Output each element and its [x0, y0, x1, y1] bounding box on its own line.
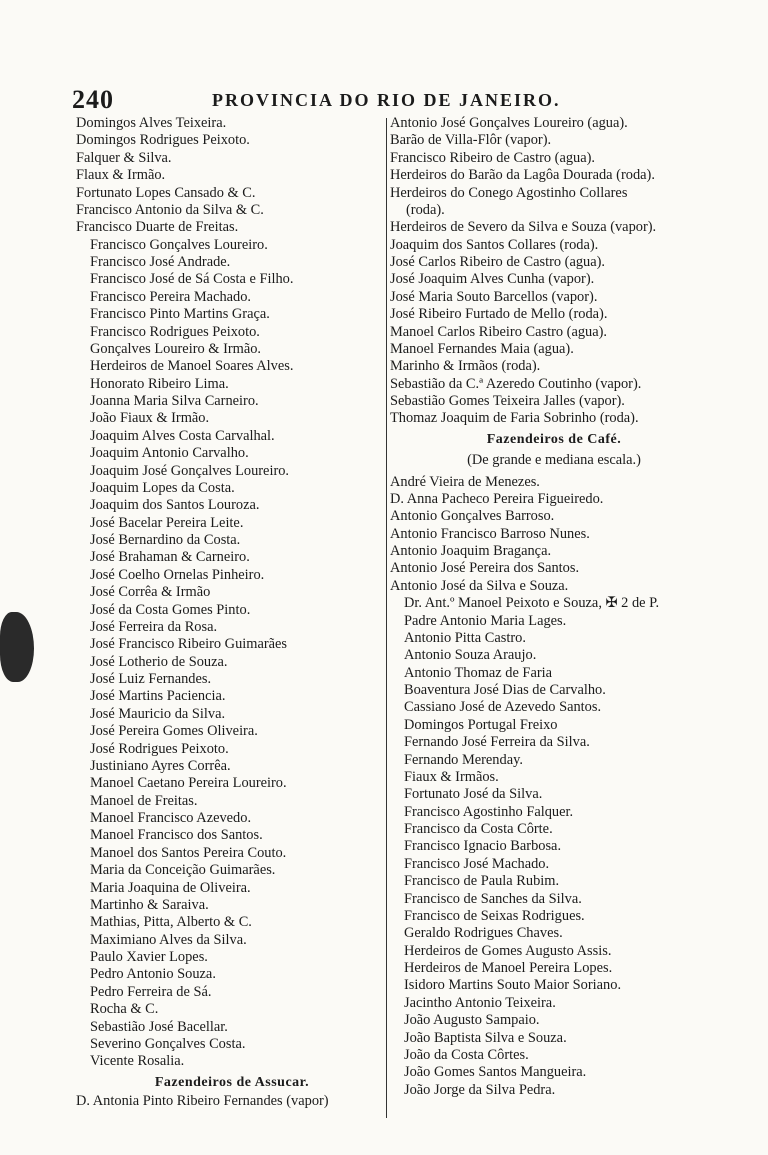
list-item: Manoel Fernandes Maia (agua).	[390, 340, 574, 357]
list-item: Fortunato Lopes Cansado & C.	[76, 184, 256, 201]
list-item: Fernando Merenday.	[404, 751, 523, 768]
list-item: Maria da Conceição Guimarães.	[90, 862, 276, 879]
list-item: Isidoro Martins Souto Maior Soriano.	[404, 977, 622, 994]
list-item: Antonio Souza Araujo.	[404, 647, 537, 664]
section-heading-cafe: Fazendeiros de Café.	[486, 431, 622, 447]
list-item: Antonio Joaquim Bragança.	[390, 543, 552, 559]
list-item: José Maria Souto Barcellos (vapor).	[390, 288, 598, 305]
list-item: Sebastião Gomes Teixeira Jalles (vapor).	[390, 393, 625, 409]
list-item: Antonio Francisco Barroso Nunes.	[390, 525, 590, 542]
list-item: Francisco Antonio da Silva & C.	[76, 201, 264, 218]
list-item: Francisco Ribeiro de Castro (agua).	[390, 149, 596, 166]
list-item: José Martins Paciencia.	[90, 688, 226, 705]
list-item: Manoel Francisco Azevedo.	[90, 810, 252, 826]
list-item: Domingos Portugal Freixo	[404, 716, 558, 733]
list-item: João Jorge da Silva Pedra.	[404, 1081, 556, 1098]
cafe-entries-list	[390, 474, 718, 1100]
list-item: José Mauricio da Silva.	[90, 705, 226, 722]
list-item: Francisco José Machado.	[404, 855, 550, 872]
list-item: Domingos Rodrigues Peixoto.	[76, 132, 250, 149]
list-item: Sebastião da C.ª Azeredo Coutinho (vapor).	[390, 375, 642, 392]
page-stain	[0, 612, 34, 682]
assucar-entries-list	[76, 1093, 388, 1110]
list-item: Gonçalves Loureiro & Irmão.	[90, 340, 262, 357]
section-heading-assucar: Fazendeiros de Assucar.	[154, 1074, 310, 1090]
list-item: Francisco José de Sá Costa e Filho.	[90, 271, 294, 288]
list-item: José Rodrigues Peixoto.	[90, 740, 229, 757]
list-item: Herdeiros de Manoel Pereira Lopes.	[404, 960, 613, 976]
list-item: Boaventura José Dias de Carvalho.	[404, 682, 606, 698]
list-item: João Fiaux & Irmão.	[90, 410, 210, 427]
list-item: Sebastião José Bacellar.	[90, 1018, 228, 1035]
list-item: Joaquim José Gonçalves Loureiro.	[90, 462, 290, 479]
list-item: João Augusto Sampaio.	[404, 1012, 540, 1029]
list-item: Jacintho Antonio Teixeira.	[404, 994, 556, 1011]
list-item: Antonio José Gonçalves Loureiro (agua).	[390, 115, 628, 131]
right-column	[390, 115, 718, 1099]
list-item: João Gomes Santos Mangueira.	[404, 1064, 587, 1081]
list-item: Joanna Maria Silva Carneiro.	[90, 393, 259, 409]
list-item: Francisco de Seixas Rodrigues.	[404, 907, 585, 924]
list-item: José Bacelar Pereira Leite.	[90, 514, 244, 531]
list-item: Maximiano Alves da Silva.	[90, 931, 247, 948]
list-item: José Joaquim Alves Cunha (vapor).	[390, 271, 595, 288]
list-item: José Brahaman & Carneiro.	[90, 549, 250, 566]
list-item: (roda).	[406, 201, 445, 218]
list-item: Fortunato José da Silva.	[404, 786, 543, 803]
list-item: Antonio José Pereira dos Santos.	[390, 560, 580, 577]
list-item: Cassiano José de Azevedo Santos.	[404, 699, 602, 716]
running-head: PROVINCIA DO RIO DE JANEIRO.	[212, 90, 561, 110]
list-item: José Corrêa & Irmão	[90, 584, 211, 601]
list-item: Francisco de Paula Rubim.	[404, 873, 560, 890]
list-item: Domingos Alves Teixeira.	[76, 115, 227, 131]
list-item: Padre Antonio Maria Lages.	[404, 612, 567, 629]
list-item: Francisco Agostinho Falquer.	[404, 803, 574, 820]
list-item: Manoel dos Santos Pereira Couto.	[90, 844, 287, 861]
list-item: Manoel Carlos Ribeiro Castro (agua).	[390, 323, 608, 340]
right-entries-list	[390, 115, 718, 428]
list-item: João Baptista Silva e Souza.	[404, 1029, 567, 1046]
list-item: Fernando José Ferreira da Silva.	[404, 734, 590, 751]
list-item: D. Antonia Pinto Ribeiro Fernandes (vapor)	[76, 1093, 329, 1109]
list-item: Herdeiros de Gomes Augusto Assis.	[404, 942, 612, 959]
list-item: Francisco de Sanches da Silva.	[404, 890, 582, 907]
list-item: Rocha & C.	[90, 1001, 159, 1018]
list-item: Herdeiros de Manoel Soares Alves.	[90, 358, 294, 375]
list-item: Francisco Duarte de Freitas.	[76, 219, 239, 236]
list-item: José Coelho Ornelas Pinheiro.	[90, 566, 265, 583]
list-item: Francisco Rodrigues Peixoto.	[90, 323, 260, 340]
list-item: Marinho & Irmãos (roda).	[390, 358, 541, 375]
list-item: Mathias, Pitta, Alberto & C.	[90, 914, 252, 931]
list-item: José Luiz Fernandes.	[90, 671, 212, 687]
list-item: José da Costa Gomes Pinto.	[90, 601, 251, 618]
list-item: Antonio Thomaz de Faria	[404, 664, 553, 681]
list-item: Martinho & Saraiva.	[90, 896, 209, 913]
list-item: José Francisco Ribeiro Guimarães	[90, 636, 288, 653]
list-item: Pedro Ferreira de Sá.	[90, 983, 212, 1000]
list-item: Herdeiros do Conego Agostinho Collares	[390, 184, 628, 201]
left-entries-list	[76, 115, 388, 1071]
list-item: José Bernardino da Costa.	[90, 532, 241, 548]
list-item: Manoel Francisco dos Santos.	[90, 827, 263, 844]
list-item: Fiaux & Irmãos.	[404, 768, 499, 785]
list-item: Herdeiros de Severo da Silva e Souza (vapor).	[390, 219, 657, 236]
page-number: 240	[72, 85, 114, 114]
list-item: Manoel de Freitas.	[90, 792, 198, 809]
list-item: José Carlos Ribeiro de Castro (agua).	[390, 254, 606, 270]
list-item: Vicente Rosalia.	[90, 1053, 185, 1070]
list-item: Maria Joaquina de Oliveira.	[90, 879, 251, 896]
list-item: Joaquim Alves Costa Carvalhal.	[90, 427, 275, 444]
list-item: Antonio José da Silva e Souza.	[390, 577, 569, 594]
list-item: Joaquim Antonio Carvalho.	[90, 445, 249, 462]
list-item: Paulo Xavier Lopes.	[90, 949, 208, 965]
list-item: Pedro Antonio Souza.	[90, 966, 216, 983]
list-item: Justiniano Ayres Corrêa.	[90, 757, 231, 774]
list-item: Antonio Gonçalves Barroso.	[390, 508, 555, 525]
list-item: André Vieira de Menezes.	[390, 473, 540, 490]
list-item: Francisco José Andrade.	[90, 254, 231, 270]
list-item: D. Anna Pacheco Pereira Figueiredo.	[390, 490, 604, 507]
list-item: Joaquim Lopes da Costa.	[90, 479, 235, 496]
list-item: Severino Gonçalves Costa.	[90, 1035, 246, 1052]
list-item: Manoel Caetano Pereira Loureiro.	[90, 775, 287, 792]
list-item: José Ferreira da Rosa.	[90, 618, 218, 635]
list-item: José Lotherio de Souza.	[90, 653, 228, 670]
list-item: José Ribeiro Furtado de Mello (roda).	[390, 306, 608, 323]
list-item: Barão de Villa-Flôr (vapor).	[390, 132, 552, 149]
list-item: Joaquim dos Santos Collares (roda).	[390, 236, 599, 253]
list-item: Joaquim dos Santos Louroza.	[90, 497, 260, 514]
list-item: Herdeiros do Barão da Lagôa Dourada (roda).	[390, 167, 655, 184]
list-item: Francisco Ignacio Barbosa.	[404, 838, 562, 855]
list-item: Geraldo Rodrigues Chaves.	[404, 925, 563, 942]
list-item: João da Costa Côrtes.	[404, 1046, 529, 1063]
list-item: Thomaz Joaquim de Faria Sobrinho (roda).	[390, 410, 639, 427]
list-item: Francisco Pinto Martins Graça.	[90, 306, 270, 323]
left-column	[76, 115, 388, 1110]
list-item: Francisco Pereira Machado.	[90, 288, 252, 305]
list-item: José Pereira Gomes Oliveira.	[90, 723, 258, 740]
list-item: Honorato Ribeiro Lima.	[90, 375, 229, 392]
list-item: Flaux & Irmão.	[76, 167, 166, 184]
list-item: Francisco Gonçalves Loureiro.	[90, 236, 268, 253]
list-item: Francisco da Costa Côrte.	[404, 821, 553, 837]
list-item: Dr. Ant.º Manoel Peixoto e Souza, ✠ 2 de P.	[404, 595, 660, 612]
section-subheading-cafe: (De grande e mediana escala.)	[467, 452, 641, 469]
list-item: Antonio Pitta Castro.	[404, 629, 526, 646]
list-item: Falquer & Silva.	[76, 149, 172, 166]
